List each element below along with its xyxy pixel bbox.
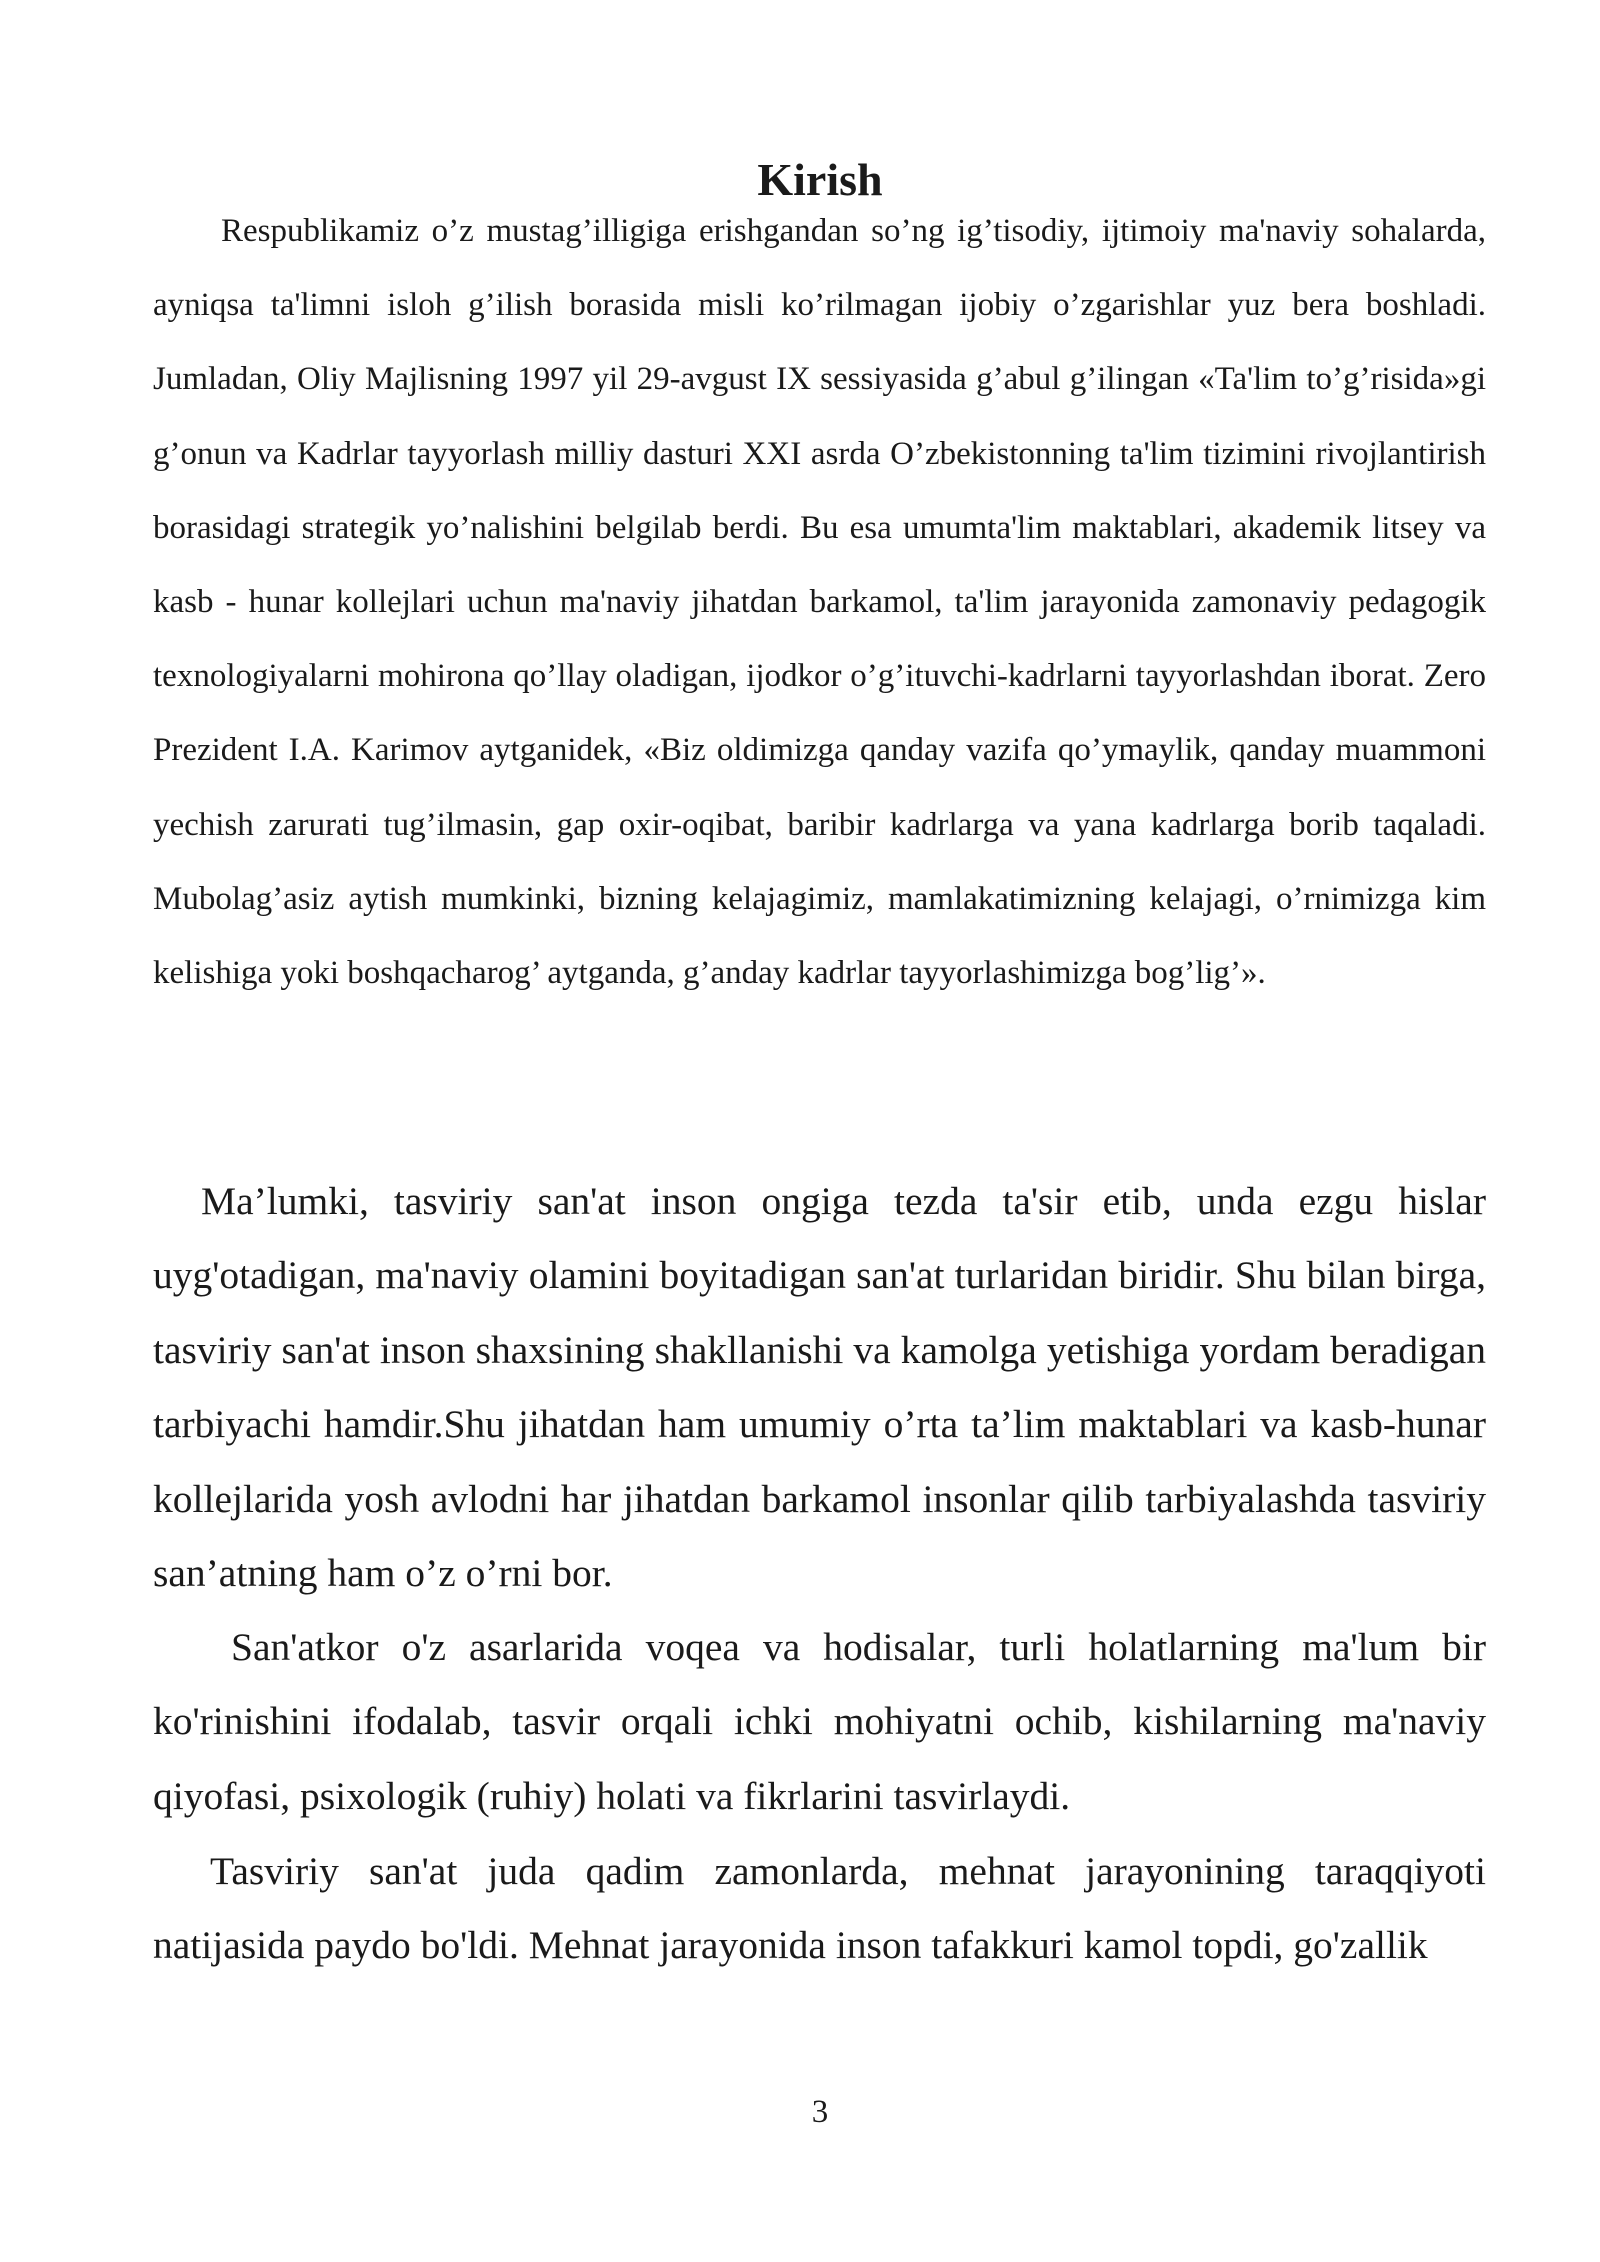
paragraph-artist-works: San'atkor o'z asarlarida voqea va hodisalar, turli holatlarning ma'lum bir ko'rinishini ifodalab, tasvir orqali ichki mohiyatni ochib, kishilarning ma'naviy qiyofasi, psixologik (ruhiy) holati va fikrlarini tasvirlaydi. [153, 1625, 1486, 1818]
paragraph-fine-art-influence: Ma’lumki, tasviriy san'at inson ongiga tezda ta'sir etib, unda ezgu hislar uyg'otadigan, ma'naviy olamini boyitadigan san'at turlaridan biridir. Shu bilan birga, tasviriy san'at inson shaxsining shakllanishi va kamolga yetishiga yordam beradigan tarbiyachi hamdir.Shu jihatdan ham umumiy o’rta ta’lim maktablari va kasb-hunar kollejlarida yosh avlodni har jihatdan barkamol insonlar qilib tarbiyalashda tasviriy san’atning ham o’z o’rni bor. [153, 1179, 1486, 1596]
paragraph-fine-art-origin: Tasviriy san'at juda qadim zamonlarda, mehnat jarayonining taraqqiyoti natijasida paydo bo'ldi. Mehnat jarayonida inson tafakkuri kamol topdi, go'zallik [153, 1849, 1486, 1968]
page-number: 3 [811, 2094, 829, 2130]
paragraph-introduction: Respublikamiz o’z mustag’illigiga erishgandan so’ng ig’tisodiy, ijtimoiy ma'naviy sohalarda, ayniqsa ta'limni isloh g’ilish borasida misli ko’rilmagan ijobiy o’zgarishlar yuz bera boshladi. Jumladan, Oliy Majlisning 1997 yil 29-avgust IX sessiyasida g’abul g’ilingan «Ta'lim to’g’risida»gi g’onun va Kadrlar tayyorlash milliy dasturi XXI asrda O’zbekistonning ta'lim tizimini rivojlantirish borasidagi strategik yo’nalishini belgilab berdi. Bu esa umumta'lim maktablari, akademik litsey va kasb - hunar kollejlari uchun ma'naviy jihatdan barkamol, ta'lim jarayonida zamonaviy pedagogik texnologiyalarni mohirona qo’llay oladigan, ijodkor o’g’ituvchi-kadrlarni tayyorlashdan iborat. Zero Prezident I.A. Karimov aytganidek, «Biz oldimizga qanday vazifa qo’ymaylik, qanday muammoni yechish zarurati tug’ilmasin, gap oxir-oqibat, baribir kadrlarga va yana kadrlarga borib taqaladi. Mubolag’asiz aytish mumkinki, bizning kelajagimiz, mamlakatimizning kelajagi, o’rnimizga kim kelishiga yoki boshqacharog’ aytganda, g’anday kadrlar tayyorlashimizga bog’lig’». [153, 213, 1486, 992]
page-title: Kirish [757, 154, 883, 205]
